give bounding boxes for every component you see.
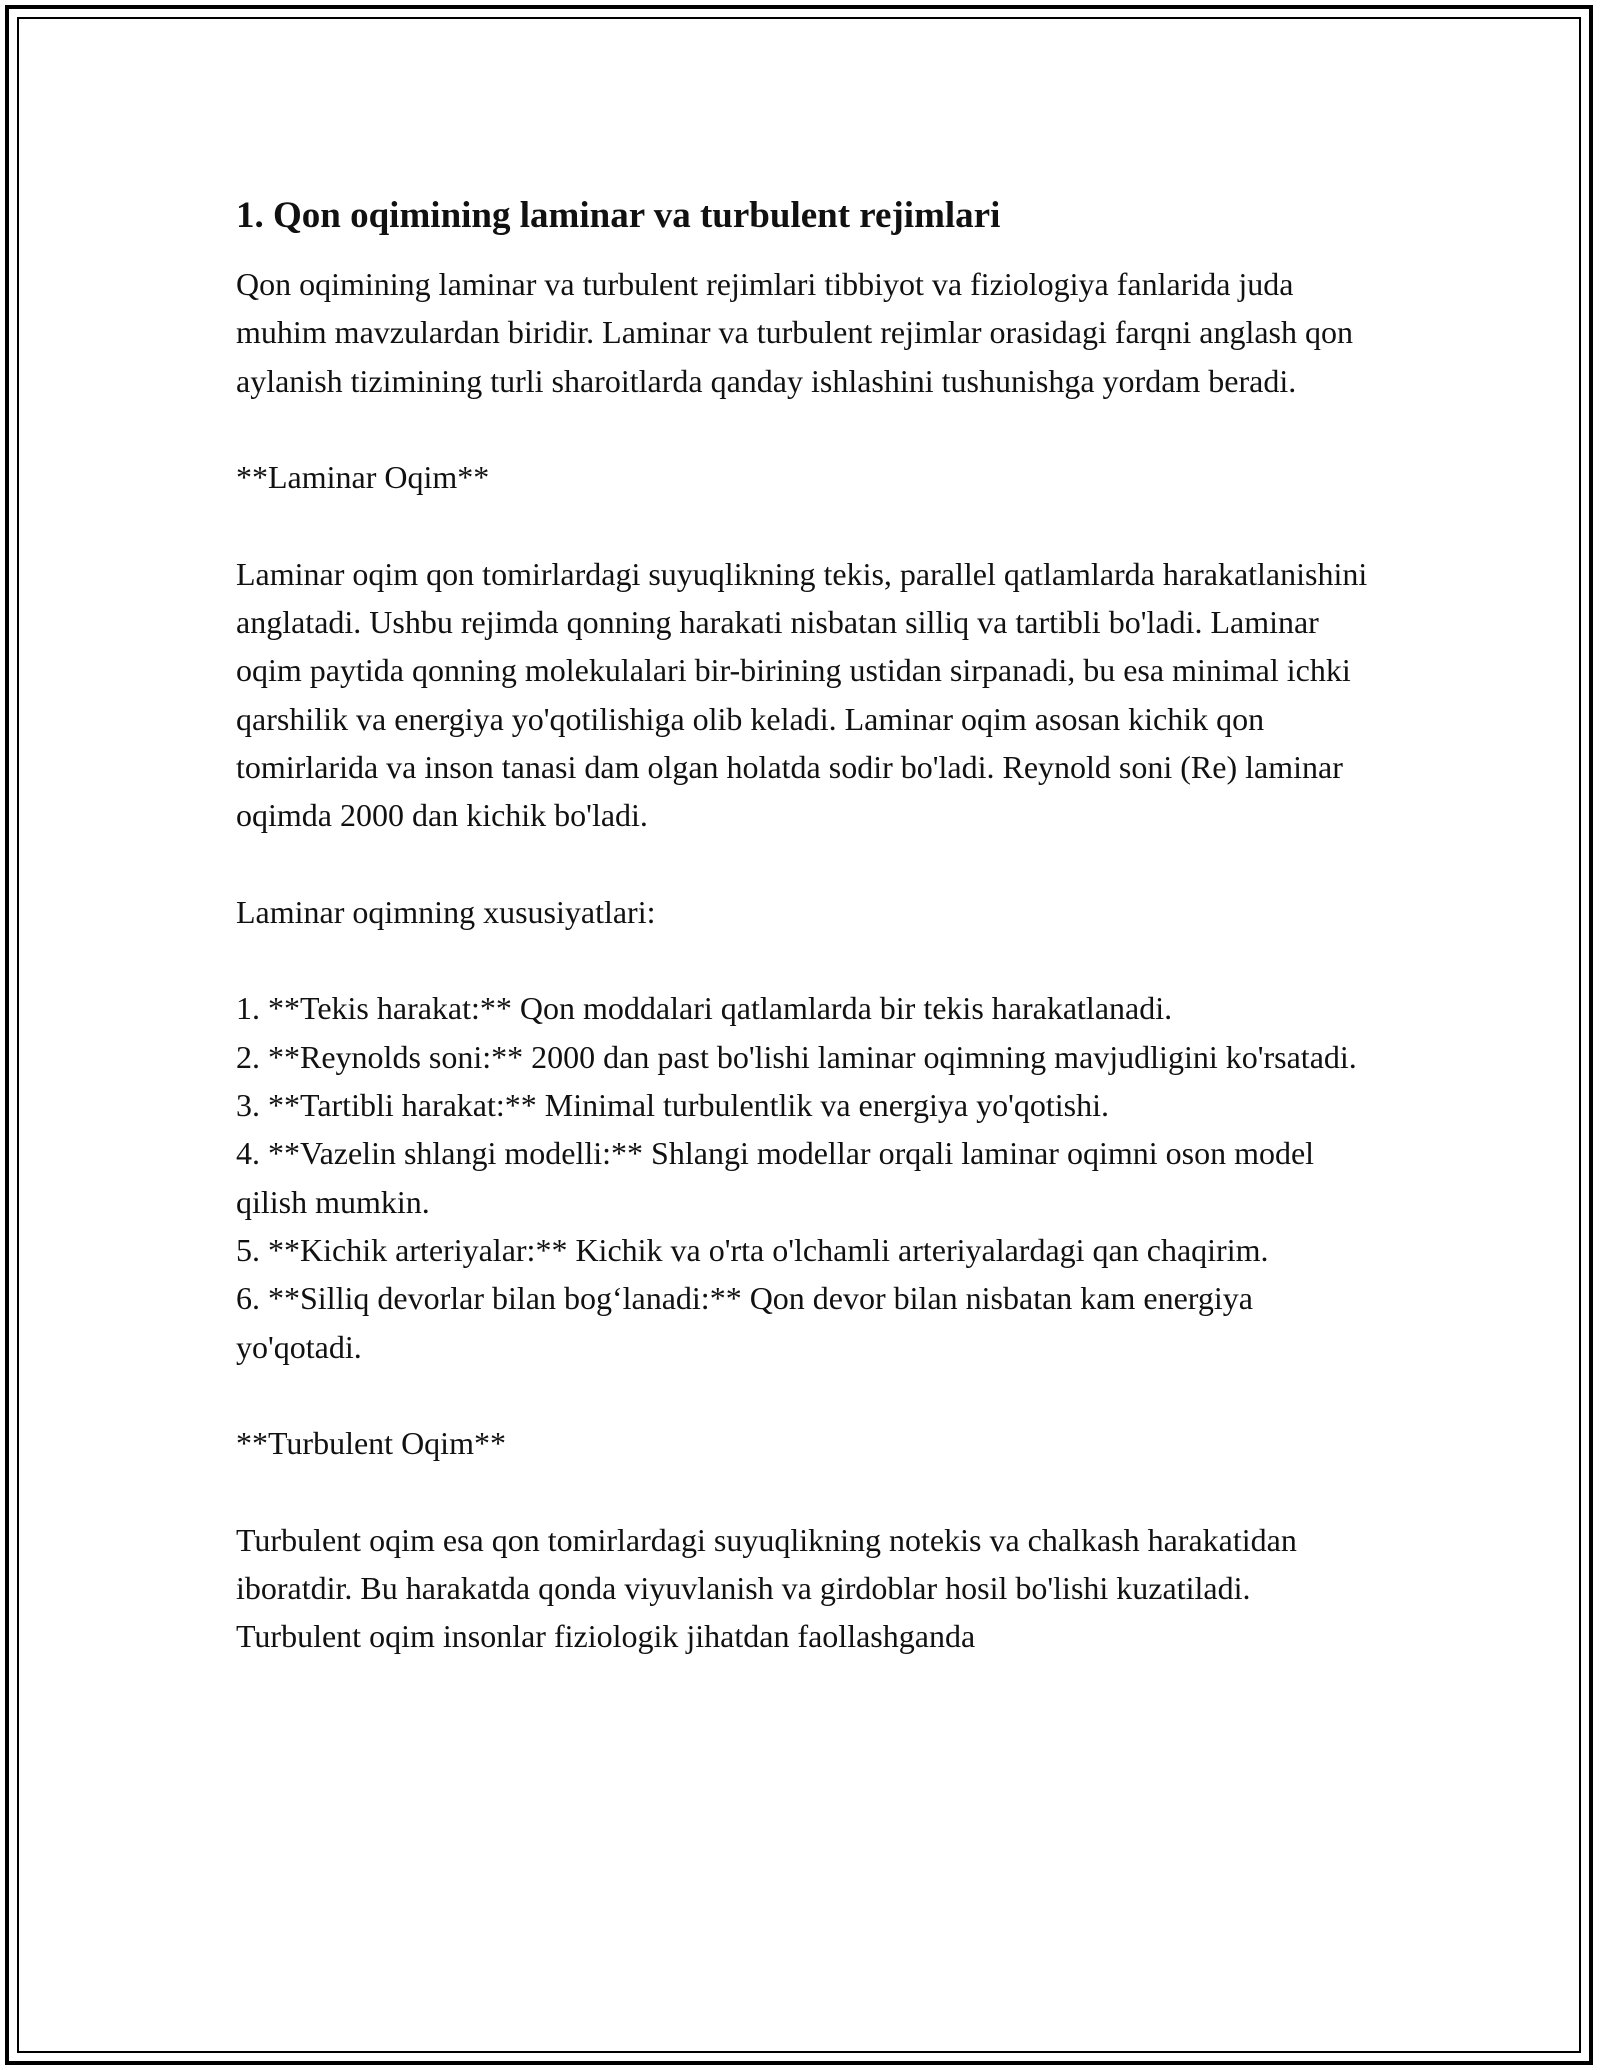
- features-list: [236, 984, 1376, 1370]
- list-item: 4. **Vazelin shlangi modelli:** Shlangi modellar orqali laminar oqimni oson model qilish mumkin.: [236, 1135, 1315, 1220]
- turbulent-paragraph: Turbulent oqim esa qon tomirlardagi suyuqlikning notekis va chalkash harakatidan iboratdir. Bu harakatda qonda viyuvlanish va girdoblar hosil bo'lishi kuzatiladi. Turbulent oqim insonlar fiziologik jihatdan faollashganda: [236, 1521, 1297, 1655]
- features-intro: Laminar oqimning xususiyatlari:: [236, 893, 656, 930]
- laminar-heading: **Laminar Oqim**: [236, 459, 490, 496]
- turbulent-heading: **Turbulent Oqim**: [236, 1425, 506, 1462]
- laminar-paragraph: Laminar oqim qon tomirlardagi suyuqlikning tekis, parallel qatlamlarda harakatlanishini anglatadi. Ushbu rejimda qonning harakati nisbatan silliq va tartibli bo'ladi. Laminar oqim paytida qonning molekulalari bir-birining ustidan sirpanadi, bu esa minimal ichki qarshilik va energiya yo'qotilishiga olib keladi. Laminar oqim asosan kichik qon tomirlarida va inson tanasi dam olgan holatda sodir bo'ladi. Reynold soni (Re) laminar oqimda 2000 dan kichik bo'ladi.: [236, 555, 1368, 834]
- list-item: 2. **Reynolds soni:** 2000 dan past bo'lishi laminar oqimning mavjudligini ko'rsatadi.: [236, 1038, 1357, 1075]
- document-body: [236, 188, 1376, 1661]
- list-item: 5. **Kichik arteriyalar:** Kichik va o'rta o'lchamli arteriyalardagi qan chaqirim.: [236, 1231, 1269, 1268]
- document-title: 1. Qon oqimining laminar va turbulent rejimlari: [236, 195, 1001, 236]
- list-item: 3. **Tartibli harakat:** Minimal turbulentlik va energiya yo'qotishi.: [236, 1087, 1109, 1124]
- list-item: 1. **Tekis harakat:** Qon moddalari qatlamlarda bir tekis harakatlanadi.: [236, 990, 1173, 1027]
- intro-paragraph: Qon oqimining laminar va turbulent rejimlari tibbiyot va fiziologiya fanlarida juda muhim mavzulardan biridir. Laminar va turbulent rejimlar orasidagi farqni anglash qon aylanish tizimining turli sharoitlarda qanday ishlashini tushunishga yordam beradi.: [236, 266, 1353, 399]
- list-item: 6. **Silliq devorlar bilan bog‘lanadi:** Qon devor bilan nisbatan kam energiya yo'qotadi.: [236, 1280, 1253, 1365]
